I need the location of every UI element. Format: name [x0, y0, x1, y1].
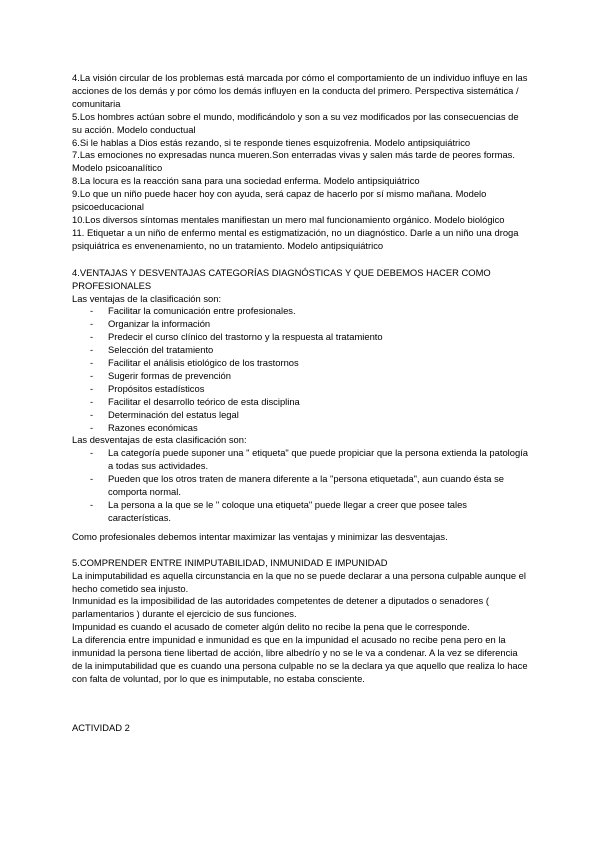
list-item: - Facilitar el análisis etiológico de los trastornos	[72, 357, 528, 370]
model-statements	[72, 72, 528, 253]
statement-9: 9.Lo que un niño puede hacer hoy con ayuda, será capaz de hacerlo por sí mismo mañana. Modelo psicoeducacional	[72, 188, 487, 213]
list-item: - Predecir el curso clínico del trastorno y la respuesta al tratamiento	[72, 331, 528, 344]
statement-10: 10.Los diversos síntomas mentales manifiestan un mero mal funcionamiento orgánico. Modelo biológico	[72, 213, 505, 225]
list-item: - Propósitos estadísticos	[72, 383, 528, 396]
section-4-conclusion: Como profesionales debemos intentar maximizar las ventajas y minimizar las desventajas.	[72, 530, 448, 542]
statement-4: 4.La visión circular de los problemas está marcada por cómo el comportamiento de un individuo influye en las acciones de los demás y por cómo los demás influyen en la conducta del primero. Perspectiva sistemática / comunitaria	[72, 72, 528, 109]
definition-inmunidad: Inmunidad es la imposibilidad de las autoridades competentes de detener a diputados o senadores ( parlamentarios ) durante el ejercicio de sus funciones.	[72, 595, 489, 620]
advantages-intro: Las ventajas de la clasificación son:	[72, 292, 222, 304]
section-4-heading: 4.VENTAJAS Y DESVENTAJAS CATEGORÍAS DIAGNÓSTICAS Y QUE DEBEMOS HACER COMO PROFESIONALES	[72, 266, 491, 291]
differences-paragraph: La diferencia entre impunidad e inmunidad es que en la impunidad el acusado no recibe pena pero en la inmunidad la persona tiene libertad de acción, libre albedrío y no se le va a condenar. A la vez se diferencia de la inimputabilidad que es cuando una persona culpable no se la declara ya que aquello que realiza lo hace con falta de voluntad, por lo que es inimputable, no estaba consciente.	[72, 634, 528, 684]
list-item: - Facilitar la comunicación entre profesionales.	[72, 305, 528, 318]
list-item: - La persona a la que se le " coloque una etiqueta" puede llegar a creer que posee tales características.	[72, 499, 528, 525]
list-item: - Selección del tratamiento	[72, 344, 528, 357]
advantages-list	[72, 305, 528, 434]
section-4	[72, 267, 528, 544]
statement-5: 5.Los hombres actúan sobre el mundo, modificándolo y son a su vez modificados por las consecuencias de su acción. Modelo conductual	[72, 110, 519, 135]
definition-inimputabilidad: La inimputabilidad es aquella circunstancia en la que no se puede declarar a una persona culpable aunque el hecho cometido sea injusto.	[72, 569, 526, 594]
section-5	[72, 557, 528, 686]
section-5-heading: 5.COMPRENDER ENTRE INIMPUTABILIDAD, INMUNIDAD E IMPUNIDAD	[72, 556, 388, 568]
activity-heading: ACTIVIDAD 2	[72, 721, 130, 733]
statement-6: 6.Si le hablas a Dios estás rezando, si te responde tienes esquizofrenia. Modelo antipsiquiátrico	[72, 136, 471, 148]
disadvantages-intro: Las desventajas de esta clasificación son:	[72, 434, 247, 446]
statement-11: 11. Etiquetar a un niño de enfermo mental es estigmatización, no un diagnóstico. Darle a un niño una droga psiquiátrica es envenenamiento, no un tratamiento. Modelo antipsiquiátrico	[72, 226, 519, 251]
disadvantages-list	[72, 447, 528, 524]
statement-8: 8.La locura es la reacción sana para una sociedad enferma. Modelo antipsiquiátrico	[72, 175, 420, 187]
list-item: - Facilitar el desarrollo teórico de esta disciplina	[72, 396, 528, 409]
list-item: - Sugerir formas de prevención	[72, 370, 528, 383]
list-item: - Determinación del estatus legal	[72, 409, 528, 422]
definition-impunidad: Impunidad es cuando el acusado de cometer algún delito no recibe la pena que le corresponde.	[72, 621, 470, 633]
list-item: - Razones económicas	[72, 422, 528, 435]
statement-7: 7.Las emociones no expresadas nunca mueren.Son enterradas vivas y salen más tarde de peores formas. Modelo psicoanalítico	[72, 149, 515, 174]
list-item: - La categoría puede suponer una " etiqueta" que puede propiciar que la persona extienda la patología a todas sus actividades.	[72, 447, 528, 473]
list-item: - Organizar la información	[72, 318, 528, 331]
list-item: - Pueden que los otros traten de manera diferente a la "persona etiquetada", aun cuando ésta se comporta normal.	[72, 473, 528, 499]
